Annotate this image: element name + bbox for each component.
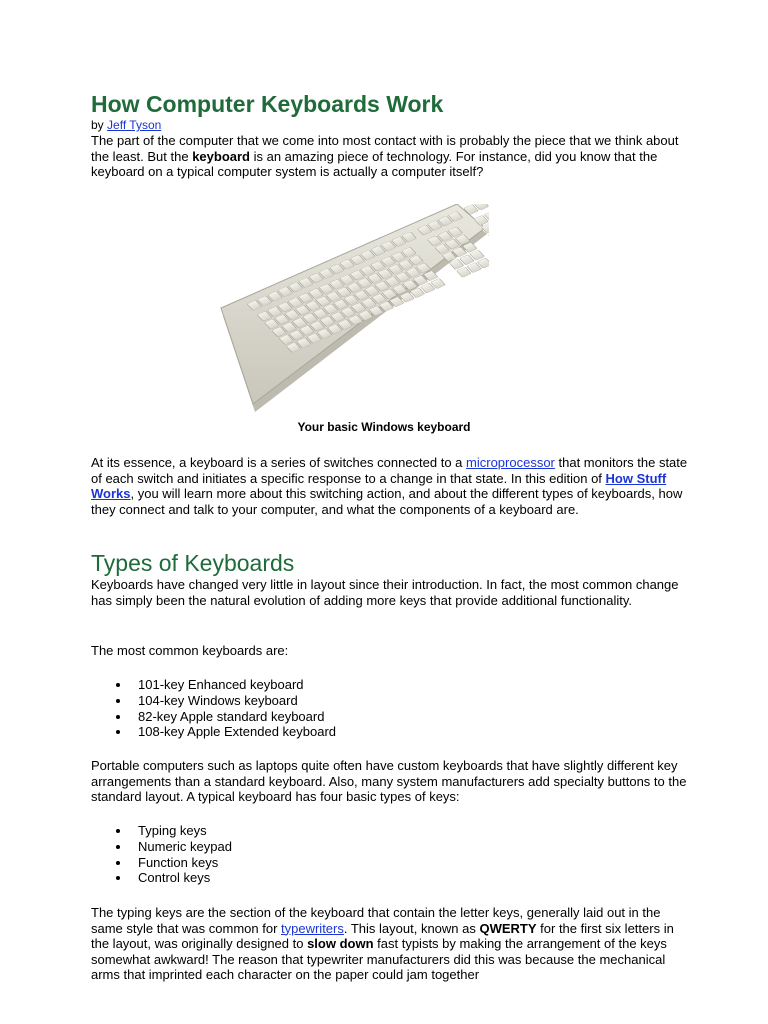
list-item: Numeric keypad	[91, 839, 232, 855]
essence-text-3: , you will learn more about this switching action, and about the different types of keyboards, how they connect and talk to your computer, and what the components of a keyboard are.	[91, 486, 683, 517]
page-title: How Computer Keyboards Work	[91, 91, 444, 117]
common-intro-paragraph: The most common keyboards are:	[91, 643, 289, 658]
typing-bold-qwerty: QWERTY	[479, 920, 537, 936]
keyboard-illustration	[219, 204, 489, 414]
typing-text-4: fast typists by making the arrangement of the keys somewhat awkward! The reason that typewriter manufacturers did this was because the mechanical arms that imprinted each character on the paper could jam together	[91, 936, 667, 983]
how-stuff-works-link[interactable]: How Stuff Works	[91, 470, 667, 502]
typing-text-2: . This layout, known as	[343, 920, 480, 936]
microprocessor-link[interactable]: microprocessor	[466, 455, 555, 470]
section-title: Types of Keyboards	[91, 550, 295, 576]
figure-caption: Your basic Windows keyboard	[297, 420, 471, 434]
typing-paragraph	[91, 905, 691, 983]
byline	[91, 117, 161, 133]
intro-text-1: The part of the computer that we come into most contact with is probably the piece that we think about the least. But the	[91, 133, 679, 164]
key-types-list	[91, 823, 232, 886]
list-item: 104-key Windows keyboard	[91, 693, 336, 709]
author-link[interactable]: Jeff Tyson	[107, 118, 162, 132]
list-item: 101-key Enhanced keyboard	[91, 677, 336, 693]
byline-prefix: by	[91, 118, 104, 132]
types-intro-paragraph: Keyboards have changed very little in layout since their introduction. In fact, the most common change has simply been the natural evolution of adding more keys that provide additional functionality.	[91, 577, 679, 608]
essence-text-1: At its essence, a keyboard is a series of switches connected to a	[91, 455, 467, 470]
typing-bold-slow-down: slow down	[307, 936, 374, 952]
list-item: 82-key Apple standard keyboard	[91, 709, 336, 725]
list-item: 108-key Apple Extended keyboard	[91, 724, 336, 740]
intro-bold-keyboard: keyboard	[192, 148, 250, 164]
typewriters-link[interactable]: typewriters	[281, 920, 344, 936]
list-item: Typing keys	[91, 823, 232, 839]
keyboard-image	[219, 204, 489, 414]
common-keyboards-list	[91, 677, 336, 740]
essence-text-2: that monitors the state of each switch and initiates a specific response to a change in that state. In this edition of	[91, 455, 688, 486]
intro-text-2: is an amazing piece of technology. For instance, did you know that the keyboard on a typical computer system is actually a computer itself?	[91, 148, 658, 180]
intro-paragraph	[91, 133, 691, 180]
list-item: Control keys	[91, 870, 232, 886]
typing-text-1: The typing keys are the section of the keyboard that contain the letter keys, generally laid out in the same style that was common for	[91, 905, 661, 936]
portable-paragraph: Portable computers such as laptops quite often have custom keyboards that have slightly different key arrangements than a standard keyboard. Also, many system manufacturers add specialty buttons to the standard layout. A typical keyboard has four basic types of keys:	[91, 758, 687, 805]
essence-paragraph	[91, 455, 691, 517]
typing-text-3: for the first six letters in the layout, was originally designed to	[91, 920, 674, 952]
list-item: Function keys	[91, 855, 232, 871]
